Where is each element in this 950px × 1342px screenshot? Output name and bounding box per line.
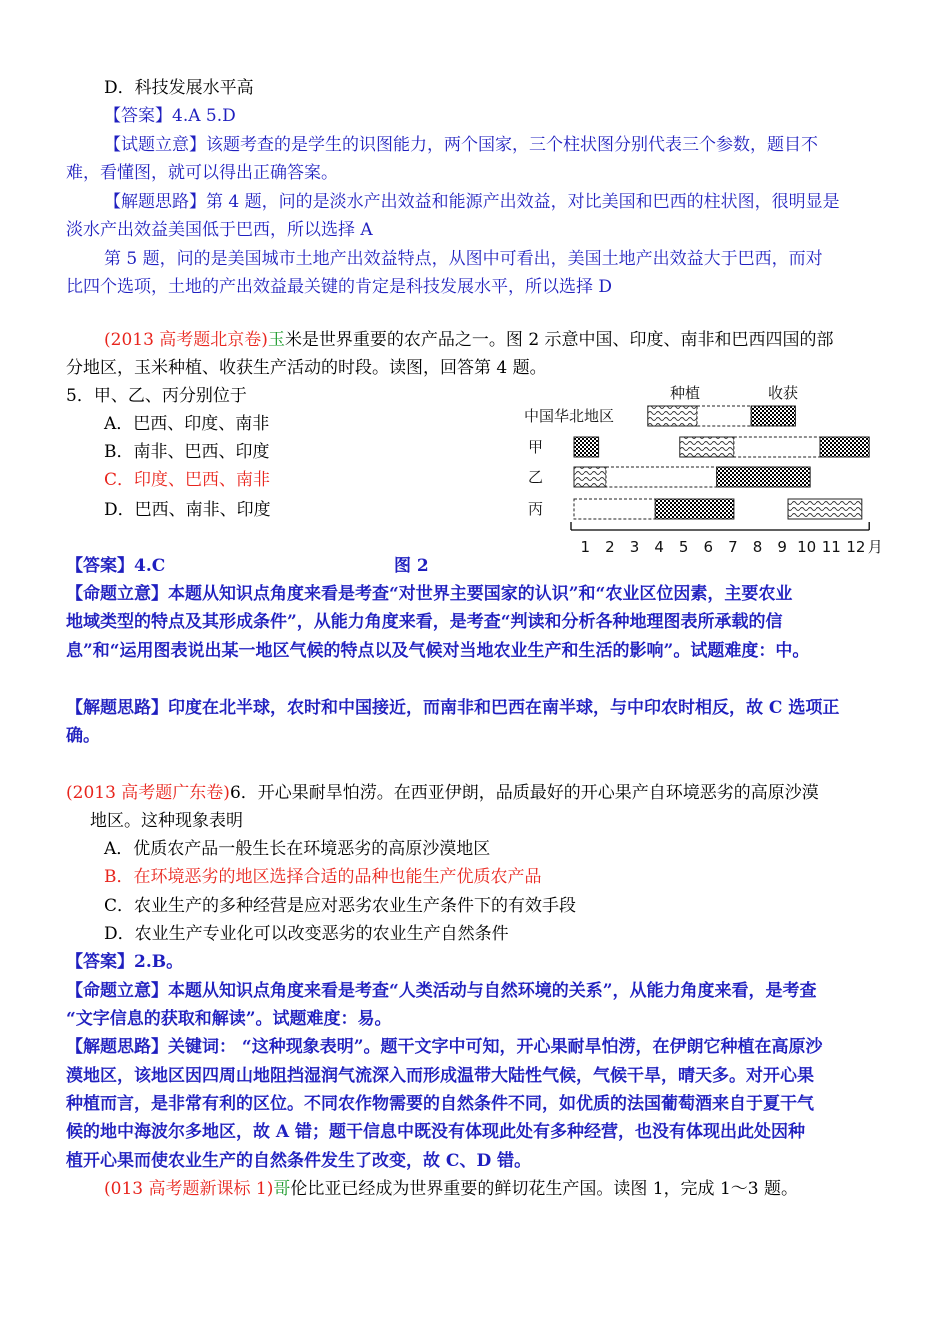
gap-bar <box>734 437 820 457</box>
row-label: 乙 <box>528 468 544 486</box>
option-d: D．科技发展水平高 <box>104 78 254 98</box>
answer-line: 【答案】4.C <box>66 556 166 576</box>
harvest-bar <box>717 467 810 487</box>
row-label: 丙 <box>528 500 544 518</box>
question-text: 5．甲、乙、丙分别位于 <box>66 386 247 406</box>
planting-bar <box>788 499 862 519</box>
idea-line: 植开心果而使农业生产的自然条件发生了改变，故 C、D 错。 <box>66 1151 532 1171</box>
figure-caption: 图 2 <box>394 556 429 576</box>
x-tick-label: 11 <box>821 538 841 556</box>
gap-bar <box>606 467 717 487</box>
x-tick-label: 7 <box>728 538 738 556</box>
idea-line: 【解题思路】印度在北半球，农时和中国接近，而南非和巴西在南半球，与中印农时相反，故 C 选项正 <box>66 698 840 718</box>
idea-line: 候的地中海波尔多地区，故 A 错；题干信息中既没有体现此处有多种经营，也没有体现出此处因种 <box>66 1122 806 1142</box>
planting-bar <box>574 467 606 487</box>
question-stem: 地区。这种现象表明 <box>90 811 243 831</box>
question-stem <box>66 779 819 807</box>
intent-line: 【命题立意】本题从知识点角度来看是考查“人类活动与自然环境的关系”，从能力角度来看，是考查 <box>66 981 817 1001</box>
option-c: C．农业生产的多种经营是应对恶劣农业生产条件下的有效手段 <box>104 896 577 916</box>
row-label: 甲 <box>528 438 544 456</box>
idea-line: 【解题思路】第 4 题，问的是淡水产出效益和能源产出效益，对比美国和巴西的柱状图，很明显是 <box>104 192 840 212</box>
harvest-bar <box>574 437 599 457</box>
x-tick-label: 1 <box>580 538 591 556</box>
gap-bar <box>574 499 655 519</box>
option-d: D．农业生产专业化可以改变恶劣的农业生产自然条件 <box>104 924 509 944</box>
stem-text: 米是世界重要的农产品之一。图 2 示意中国、印度、南非和巴西四国的部 <box>284 330 834 350</box>
x-tick-label: 10 <box>797 538 817 556</box>
idea-line: 种植而言，是非常有利的区位。不同农作物需要的自然条件不同，如优质的法国葡萄酒来自于夏干气 <box>66 1094 814 1114</box>
intent-line: 【试题立意】该题考查的是学生的识图能力，两个国家，三个柱状图分别代表三个参数，题目不 <box>104 135 818 155</box>
answer-line: 【答案】4.A 5.D <box>104 106 236 126</box>
harvest-bar <box>751 406 795 426</box>
option-d: D．巴西、南非、印度 <box>104 500 271 520</box>
row-label: 中国华北地区 <box>524 407 615 425</box>
option-b: B．南非、巴西、印度 <box>104 442 270 462</box>
x-tick-label: 5 <box>678 538 689 556</box>
intent-line: “文字信息的获取和解读”。试题难度：易。 <box>66 1009 392 1029</box>
idea-line: 确。 <box>66 726 100 746</box>
intent-line: 难，看懂图，就可以得出正确答案。 <box>66 163 338 183</box>
answer-line: 【答案】2.B。 <box>66 952 184 972</box>
x-tick-label: 2 <box>605 538 615 556</box>
option-a: A．优质农产品一般生长在环境恶劣的高原沙漠地区 <box>104 839 491 859</box>
intent-line: 地域类型的特点及其形成条件”，从能力角度来看，是考查“判读和分析各种地理图表所承载的信 <box>66 612 783 632</box>
source-tag: (2013 高考题广东卷) <box>66 783 230 803</box>
intent-line: 【命题立意】本题从知识点角度来看是考查“对世界主要国家的认识”和“农业区位因素，主要农业 <box>66 584 793 604</box>
idea-line: 漠地区，该地区因四周山地阻挡湿润气流深入而形成温带大陆性气候，气候干旱，晴天多。对开心果 <box>66 1066 814 1086</box>
gap-bar <box>697 406 751 426</box>
first-char: 玉 <box>267 330 285 350</box>
option-b: B．在环境恶劣的地区选择合适的品种也能生产优质农产品 <box>104 867 542 887</box>
question-stem <box>104 1175 798 1203</box>
x-tick-label: 8 <box>752 538 763 556</box>
idea-line: 比四个选项，土地的产出效益最关键的肯定是科技发展水平，所以选择 D <box>66 277 613 297</box>
x-tick-label: 9 <box>777 538 787 556</box>
idea-line: 第 5 题，问的是美国城市土地产出效益特点，从图中可看出，美国土地产出效益大于巴西，而对 <box>104 249 823 269</box>
intent-line: 息”和“运用图表说出某一地区气候的特点以及气候对当地农业生产和生活的影响”。试题难度：中。 <box>66 641 810 661</box>
gantt-chart <box>520 380 890 560</box>
x-tick-label: 4 <box>654 538 664 556</box>
x-tick-label: 12 <box>846 538 866 556</box>
source-tag: (2013 高考题北京卷) <box>104 330 268 350</box>
option-c: C．印度、巴西、南非 <box>104 470 271 490</box>
legend-label: 收获 <box>767 384 799 402</box>
stem-text: 6．开心果耐旱怕涝。在西亚伊朗，品质最好的开心果产自环境恶劣的高原沙漠 <box>229 783 819 803</box>
x-unit-label: 月 <box>867 538 883 556</box>
idea-line: 【解题思路】关键词： “这种现象表明”。题干文字中可知，开心果耐旱怕涝，在伊朗它种植在高原沙 <box>66 1037 823 1057</box>
harvest-bar <box>820 437 869 457</box>
source-tag: (013 高考题新课标 1) <box>104 1179 274 1199</box>
planting-bar <box>680 437 734 457</box>
harvest-bar <box>655 499 734 519</box>
x-tick-label: 3 <box>629 538 640 556</box>
stem-text: 伦比亚已经成为世界重要的鲜切花生产国。读图 1，完成 1～3 题。 <box>290 1179 799 1199</box>
option-a: A．巴西、印度、南非 <box>104 414 270 434</box>
idea-line: 淡水产出效益美国低于巴西，所以选择 A <box>66 220 373 240</box>
legend-label: 种植 <box>669 384 701 402</box>
planting-bar <box>648 406 697 426</box>
question-stem <box>104 326 834 354</box>
first-char: 哥 <box>273 1179 291 1199</box>
x-tick-label: 6 <box>703 538 714 556</box>
question-stem: 分地区，玉米种植、收获生产活动的时段。读图，回答第 4 题。 <box>66 358 547 378</box>
